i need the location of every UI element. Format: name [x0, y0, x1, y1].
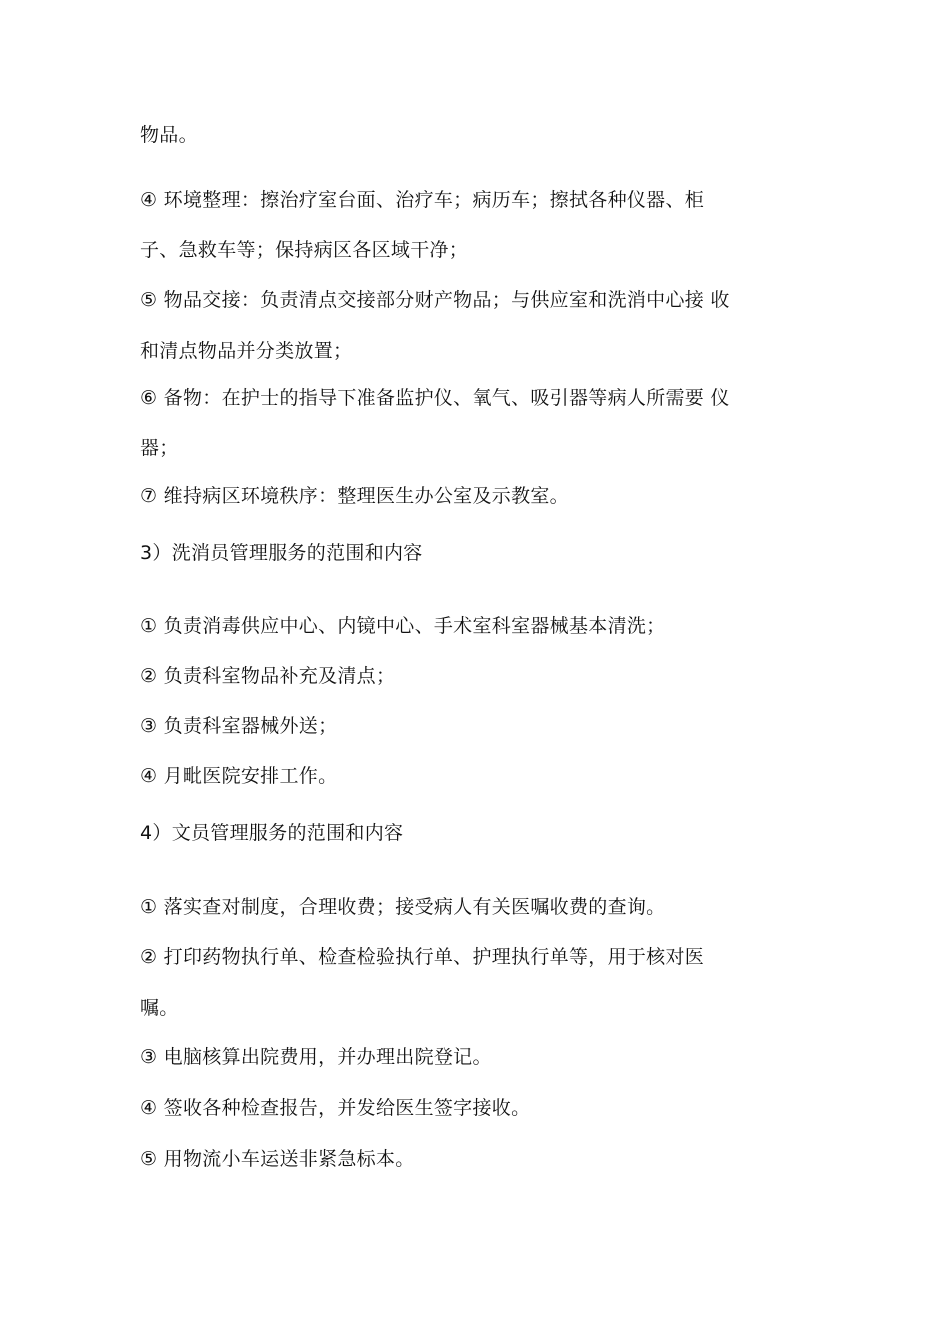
- text-line: 嘱。: [140, 997, 179, 1019]
- text-line: ⑥ 备物：在护士的指导下准备监护仪、氧气、吸引器等病人所需要 仪: [140, 387, 730, 409]
- text-line: 子、急救车等；保持病区各区域干净；: [140, 239, 469, 261]
- text-line: 物品。: [140, 124, 198, 146]
- text-line: 器；: [140, 437, 179, 459]
- text-line: ④ 环境整理：擦治疗室台面、治疗车；病历车；擦拭各种仪器、柜: [140, 189, 705, 211]
- section-heading: 3）洗消员管理服务的范围和内容: [140, 542, 423, 564]
- text-line: ① 落实查对制度，合理收费；接受病人有关医嘱收费的查询。: [140, 896, 666, 918]
- section-heading: 4）文员管理服务的范围和内容: [140, 822, 404, 844]
- text-line: ① 负责消毒供应中心、内镜中心、手术室科室器械基本清洗；: [140, 615, 666, 637]
- text-line: ② 打印药物执行单、检查检验执行单、护理执行单等，用于核对医: [140, 946, 705, 968]
- text-line: ⑦ 维持病区环境秩序：整理医生办公室及示教室。: [140, 485, 569, 507]
- text-line: ⑤ 物品交接：负责清点交接部分财产物品；与供应室和洗消中心接 收: [140, 289, 730, 311]
- text-line: ② 负责科室物品补充及清点；: [140, 665, 396, 687]
- text-line: ③ 负责科室器械外送；: [140, 715, 338, 737]
- text-line: ④ 月毗医院安排工作。: [140, 765, 338, 787]
- text-line: ④ 签收各种检查报告，并发给医生签字接收。: [140, 1097, 531, 1119]
- text-line: ⑤ 用物流小车运送非紧急标本。: [140, 1148, 415, 1170]
- text-line: ③ 电脑核算出院费用，并办理出院登记。: [140, 1046, 492, 1068]
- text-line: 和清点物品并分类放置；: [140, 340, 353, 362]
